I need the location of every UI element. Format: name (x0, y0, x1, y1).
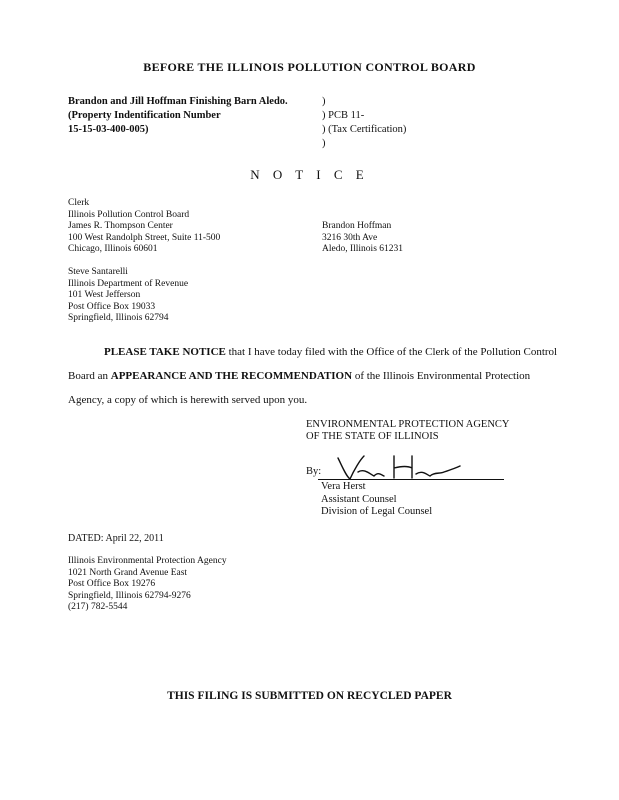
address-line: 3216 30th Ave (322, 232, 378, 243)
address-line: Steve Santarelli (68, 267, 128, 277)
notice-lead: PLEASE TAKE NOTICE (104, 346, 226, 358)
address-line: 100 West Randolph Street, Suite 11-500 (68, 232, 221, 243)
address-line: Springfield, Illinois 62794 (68, 313, 169, 323)
caption-line: Brandon and Jill Hoffman Finishing Barn Aledo. (68, 96, 288, 107)
caption-line: (Property Indentification Number (68, 110, 221, 121)
address-line: Clerk (68, 198, 90, 208)
bracket-line: ) PCB 11- (322, 110, 365, 121)
notice-text: that I have today filed with the Office of the Clerk of the Pollution Control Board an (68, 346, 558, 382)
revenue-address (68, 267, 188, 325)
address-line: James R. Thompson Center (68, 221, 173, 231)
iepa-address (68, 556, 227, 614)
bracket-line: ) (322, 138, 326, 149)
address-line: Brandon Hoffman (322, 221, 392, 231)
address-line: Illinois Environmental Protection Agency (68, 556, 227, 566)
agency-line: ENVIRONMENTAL PROTECTION AGENCY (306, 419, 510, 430)
document-title: BEFORE THE ILLINOIS POLLUTION CONTROL BOARD (143, 60, 476, 74)
signer-division: Division of Legal Counsel (321, 506, 433, 517)
signature-line (318, 479, 504, 480)
agency-line: OF THE STATE OF ILLINOIS (306, 431, 439, 442)
notice-text: of the Illinois Environmental Protection Agency, a copy of which is herewith served upon you. (68, 370, 531, 406)
notice-paragraph (68, 340, 558, 412)
address-line: Post Office Box 19033 (68, 301, 156, 312)
hoffman-address (322, 221, 403, 256)
dated-line: DATED: April 22, 2011 (68, 533, 164, 544)
filing-title: APPEARANCE AND THE RECOMMENDATION (110, 370, 353, 382)
signature-scribble-icon (334, 452, 464, 482)
signer-name: Vera Herst (321, 481, 366, 492)
address-line: 1021 North Grand Avenue East (68, 567, 188, 578)
agency-name (306, 419, 510, 443)
bracket-line: ) (322, 96, 326, 107)
address-line: Aledo, Illinois 61231 (322, 244, 404, 254)
address-line: Post Office Box 19276 (68, 579, 156, 589)
case-caption (68, 95, 288, 137)
address-line: 101 West Jefferson (68, 290, 141, 300)
recycled-paper-footer: THIS FILING IS SUBMITTED ON RECYCLED PAPER (167, 690, 452, 702)
address-line: Illinois Pollution Control Board (68, 209, 190, 220)
address-line: Illinois Department of Revenue (68, 278, 189, 289)
address-line: Springfield, Illinois 62794-9276 (68, 590, 191, 601)
address-line: Chicago, Illinois 60601 (68, 244, 158, 254)
signer-block (321, 481, 432, 519)
caption-line: 15-15-03-400-005) (68, 124, 149, 135)
signer-title: Assistant Counsel (321, 493, 397, 505)
bracket-line: ) (Tax Certification) (322, 124, 407, 135)
notice-heading: N O T I C E (250, 167, 369, 182)
case-number-block (322, 95, 406, 151)
clerk-address (68, 198, 220, 256)
address-line: (217) 782-5544 (68, 602, 128, 612)
by-label: By: (306, 466, 322, 477)
